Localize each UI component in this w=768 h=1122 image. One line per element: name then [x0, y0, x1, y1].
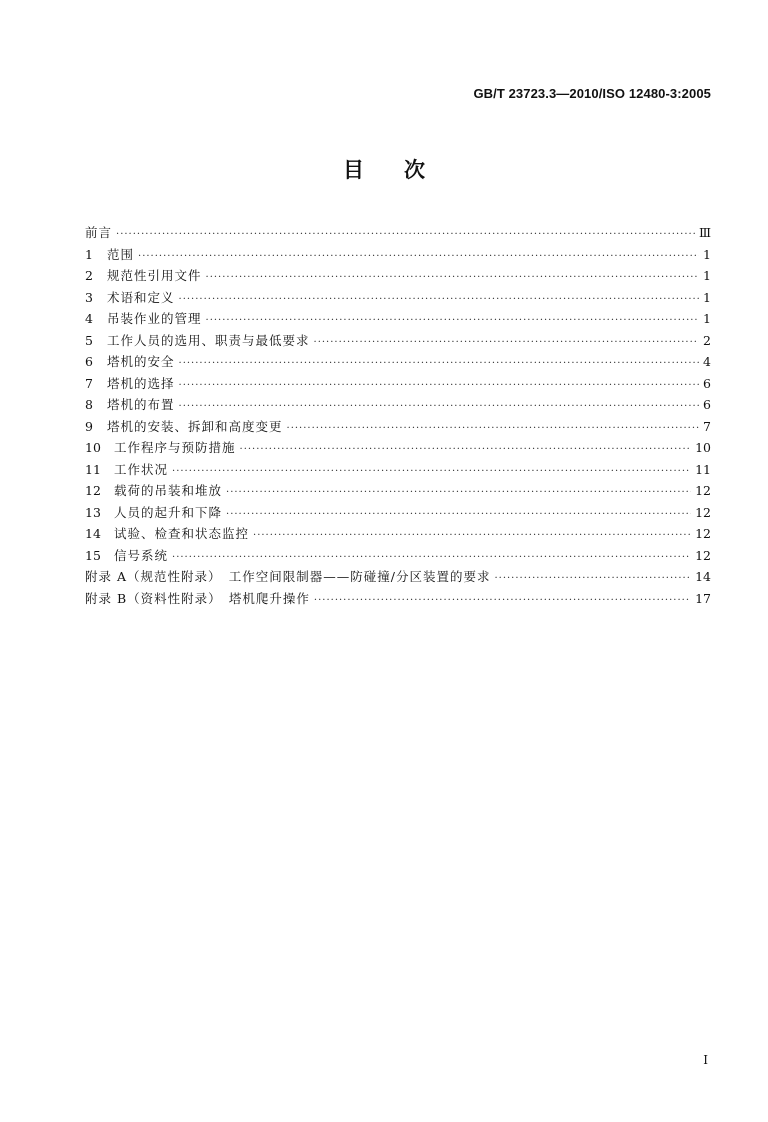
toc-entry-label: 塔机的安装、拆卸和高度变更 — [107, 418, 283, 434]
toc-entry-page: 17 — [695, 590, 711, 606]
page-title: 目次 — [343, 158, 465, 182]
toc-leader-dots — [179, 353, 699, 375]
toc-leader-dots — [206, 310, 699, 332]
toc-leader-dots — [494, 568, 691, 590]
toc-entry-page: 7 — [703, 418, 711, 434]
toc-entry-label: 试验、检查和状态监控 — [114, 526, 250, 541]
toc-entry-13[interactable] — [85, 502, 711, 524]
toc-entry-number: 8 — [85, 397, 93, 412]
toc-leader-dots — [226, 482, 691, 504]
toc-entry-label: 工作状况 — [114, 461, 169, 477]
toc-entry-number: 10 — [85, 440, 101, 455]
toc-entry-11[interactable] — [85, 459, 711, 481]
toc-entry-15[interactable] — [85, 545, 711, 567]
page-number: I — [703, 1053, 708, 1067]
toc-entry-14[interactable] — [85, 523, 711, 545]
toc-entry-label: 塔机的安全 — [107, 354, 175, 369]
toc-entry-12[interactable] — [85, 480, 711, 502]
toc-entry-10[interactable] — [85, 437, 711, 459]
toc-entry-2[interactable] — [85, 265, 711, 287]
toc-entry-6[interactable] — [85, 351, 711, 373]
toc-entry-page: 1 — [703, 246, 711, 262]
toc-entry-page: 4 — [703, 354, 711, 369]
toc-entry-number: 13 — [85, 504, 101, 520]
toc-entry-page: 11 — [695, 461, 711, 477]
toc-entry-number: 5 — [85, 332, 93, 348]
toc-entry-page: 1 — [703, 289, 711, 305]
toc-entry-label: 工作人员的选用、职责与最低要求 — [107, 332, 310, 348]
toc-entry-page: 12 — [695, 547, 711, 563]
toc-entry-label: 附录 A（规范性附录） 工作空间限制器——防碰撞/分区装置的要求 — [85, 569, 491, 584]
toc-leader-dots — [116, 224, 695, 246]
toc-entry-label: 工作程序与预防措施 — [114, 440, 236, 455]
toc-entry-number: 11 — [85, 461, 101, 477]
toc-entry-number: 3 — [85, 289, 93, 305]
toc-entry-number: 9 — [85, 418, 93, 434]
toc-leader-dots — [138, 246, 699, 268]
toc-entry-label: 范围 — [107, 246, 135, 262]
toc-entry-page: 6 — [703, 397, 711, 412]
toc-entry-foreword[interactable] — [85, 222, 711, 244]
standard-number: GB/T 23723.3—2010/ISO 12480-3:2005 — [473, 86, 711, 101]
toc-entry-number: 14 — [85, 526, 101, 541]
toc-leader-dots — [172, 547, 691, 569]
toc-entry-1[interactable] — [85, 244, 711, 266]
toc-entry-4[interactable] — [85, 308, 711, 330]
toc-entry-label: 信号系统 — [114, 547, 169, 563]
toc-entry-number: 6 — [85, 354, 93, 369]
toc-entry-label: 附录 B（资料性附录） 塔机爬升操作 — [85, 590, 310, 606]
toc-leader-dots — [172, 461, 691, 483]
toc-entry-label: 载荷的吊装和堆放 — [114, 483, 223, 498]
toc-entry-number: 12 — [85, 483, 101, 498]
toc-leader-dots — [226, 504, 691, 526]
toc-entry-label: 吊装作业的管理 — [107, 311, 202, 326]
toc-leader-dots — [314, 332, 699, 354]
toc-entry-number: 4 — [85, 311, 93, 326]
toc-entry-page: 14 — [695, 569, 711, 584]
toc-leader-dots — [206, 267, 699, 289]
toc-entry-label: 规范性引用文件 — [107, 268, 202, 283]
toc-entry-page: 12 — [695, 483, 711, 498]
toc-entry-page: 12 — [695, 526, 711, 541]
toc-leader-dots — [314, 590, 691, 612]
toc-leader-dots — [179, 396, 699, 418]
toc-entry-label: 前言 — [85, 225, 113, 240]
toc-entry-label: 人员的起升和下降 — [114, 504, 223, 520]
toc-leader-dots — [253, 525, 691, 547]
toc-entry-number: 2 — [85, 268, 93, 283]
toc-entry-5[interactable] — [85, 330, 711, 352]
toc-entry-annex-b[interactable] — [85, 588, 711, 610]
toc-entry-9[interactable] — [85, 416, 711, 438]
toc-entry-page: Ⅲ — [698, 225, 711, 240]
toc-entry-number: 7 — [85, 375, 93, 391]
toc-entry-page: 12 — [695, 504, 711, 520]
toc-entry-page: 1 — [703, 268, 711, 283]
table-of-contents — [85, 222, 711, 609]
toc-entry-page: 1 — [703, 311, 711, 326]
toc-leader-dots — [179, 375, 699, 397]
toc-entry-8[interactable] — [85, 394, 711, 416]
toc-entry-number: 15 — [85, 547, 101, 563]
toc-leader-dots — [287, 418, 699, 440]
toc-entry-label: 塔机的选择 — [107, 375, 175, 391]
toc-entry-page: 6 — [703, 375, 711, 391]
toc-entry-page: 10 — [695, 440, 711, 455]
toc-entry-label: 术语和定义 — [107, 289, 175, 305]
toc-entry-page: 2 — [703, 332, 711, 348]
toc-entry-3[interactable] — [85, 287, 711, 309]
toc-leader-dots — [240, 439, 692, 461]
toc-leader-dots — [179, 289, 699, 311]
toc-entry-7[interactable] — [85, 373, 711, 395]
toc-entry-number: 1 — [85, 246, 93, 262]
toc-entry-annex-a[interactable] — [85, 566, 711, 588]
toc-entry-label: 塔机的布置 — [107, 397, 175, 412]
